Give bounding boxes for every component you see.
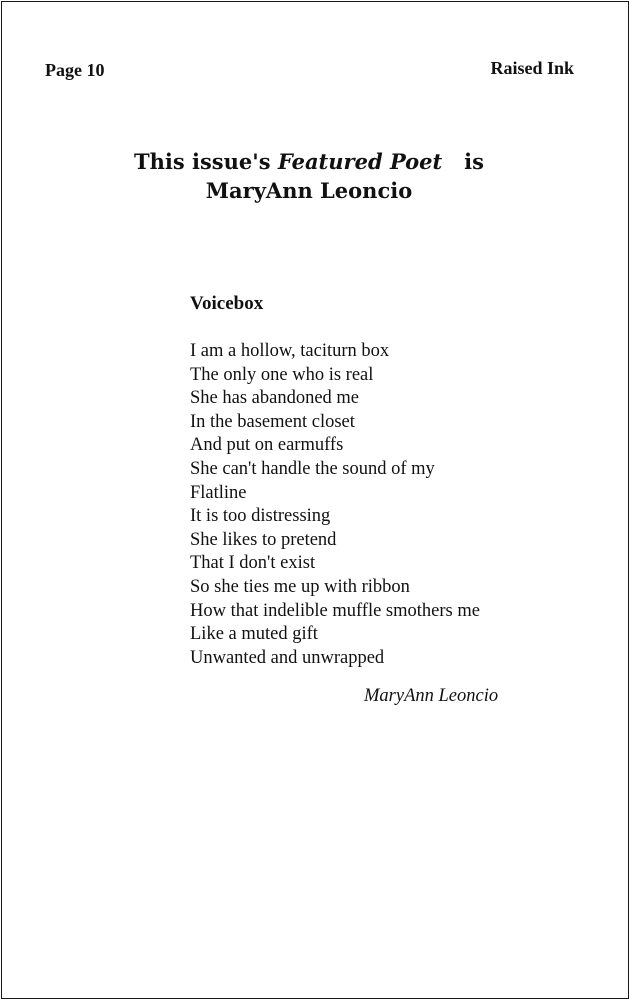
poem-line: And put on earmuffs	[190, 435, 344, 456]
poem-line: She likes to pretend	[190, 529, 337, 550]
poem-line: I am a hollow, taciturn box	[190, 341, 390, 361]
poem-line: In the basement closet	[190, 411, 355, 432]
featured-poet-name: MaryAnn Leoncio	[205, 178, 413, 203]
featured-heading-prefix: This issue's	[134, 149, 278, 174]
poem-line: Flatline	[190, 482, 247, 503]
poem-body	[190, 340, 480, 670]
poem-line: How that indelible muffle smothers me	[190, 600, 480, 621]
publication-title: Raised Ink	[490, 58, 574, 78]
poem-line: So she ties me up with ribbon	[190, 576, 410, 597]
poem-line: That I don't exist	[190, 553, 316, 574]
featured-heading-suffix: is	[442, 149, 484, 174]
poem-title: Voicebox	[190, 293, 264, 314]
featured-heading-emphasis: Featured Poet	[277, 149, 443, 174]
poem-line: She can't handle the sound of my	[190, 458, 435, 479]
poem-line: The only one who is real	[190, 364, 374, 385]
poem-signature: MaryAnn Leoncio	[364, 686, 499, 706]
poem-line: Unwanted and unwrapped	[190, 647, 385, 668]
poem-line: She has abandoned me	[190, 388, 360, 409]
page-number: Page 10	[45, 60, 105, 80]
poem-line: Like a muted gift	[190, 624, 318, 645]
poem-line: It is too distressing	[190, 506, 331, 527]
featured-poet-heading	[2, 147, 616, 177]
magazine-page	[1, 1, 629, 999]
